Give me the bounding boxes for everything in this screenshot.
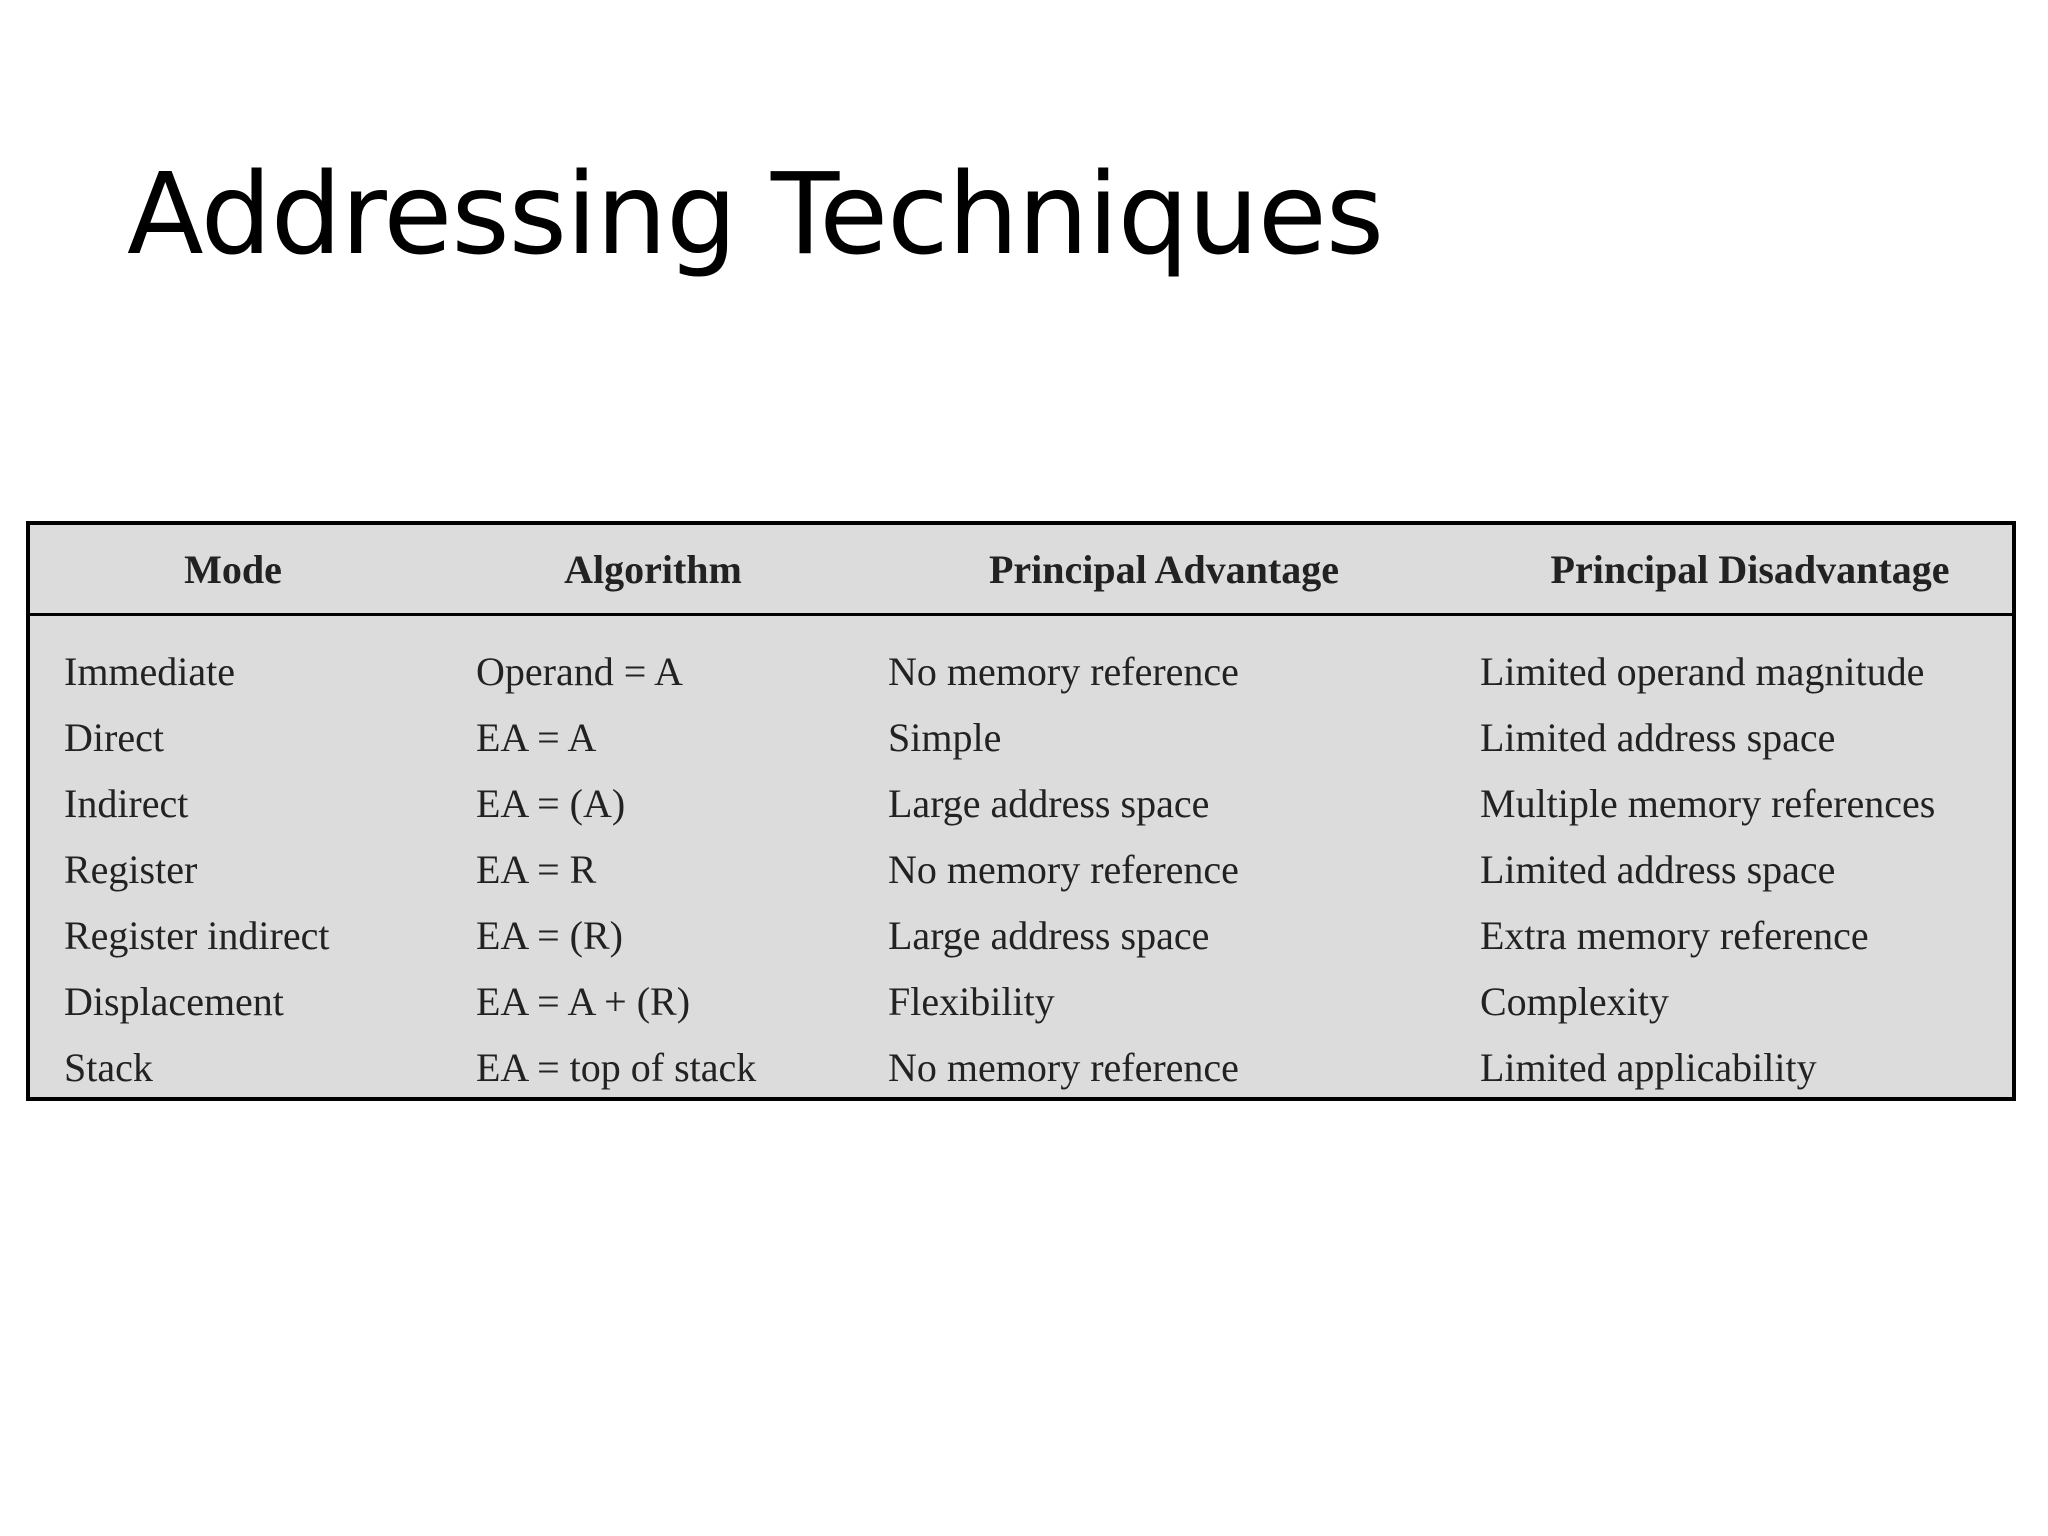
cell-mode: Register indirect [64,912,330,958]
addressing-techniques-table [30,525,2012,1100]
table-row [30,615,2012,705]
cell-algorithm: EA = (R) [476,912,623,958]
cell-algorithm: EA = top of stack [476,1044,757,1090]
addressing-table-frame [26,521,2016,1101]
cell-advantage: Large address space [888,912,1210,958]
cell-disadvantage: Extra memory reference [1480,912,1869,958]
cell-mode: Stack [64,1044,153,1090]
table-header-row [30,525,2012,615]
cell-advantage: Simple [888,714,1002,760]
cell-algorithm: EA = R [476,846,597,892]
cell-mode: Direct [64,714,164,760]
table-row [30,1034,2012,1100]
cell-advantage: No memory reference [888,846,1239,892]
cell-algorithm: Operand = A [476,648,683,694]
cell-disadvantage: Limited address space [1480,846,1836,892]
cell-mode: Immediate [64,648,236,694]
cell-mode: Register [64,846,198,892]
table-row [30,704,2012,770]
cell-disadvantage: Complexity [1480,978,1669,1024]
cell-algorithm: EA = A + (R) [476,978,691,1024]
slide-title: Addressing Techniques [127,150,1384,280]
header-principal-advantage: Principal Advantage [870,525,1458,615]
cell-disadvantage: Limited applicability [1480,1044,1817,1090]
cell-advantage: Large address space [888,780,1210,826]
table-row [30,836,2012,902]
cell-advantage: Flexibility [888,978,1055,1024]
cell-disadvantage: Limited address space [1480,714,1836,760]
cell-algorithm: EA = (A) [476,780,626,826]
cell-algorithm: EA = A [476,714,597,760]
cell-mode: Displacement [64,978,284,1024]
cell-disadvantage: Multiple memory references [1480,780,1936,826]
header-mode: Mode [30,525,436,615]
cell-advantage: No memory reference [888,648,1239,694]
table-row [30,902,2012,968]
header-principal-disadvantage: Principal Disadvantage [1458,525,2012,615]
table-row [30,770,2012,836]
table-row [30,968,2012,1034]
cell-disadvantage: Limited operand magnitude [1480,648,1925,694]
header-algorithm: Algorithm [436,525,870,615]
cell-advantage: No memory reference [888,1044,1239,1090]
cell-mode: Indirect [64,780,189,826]
